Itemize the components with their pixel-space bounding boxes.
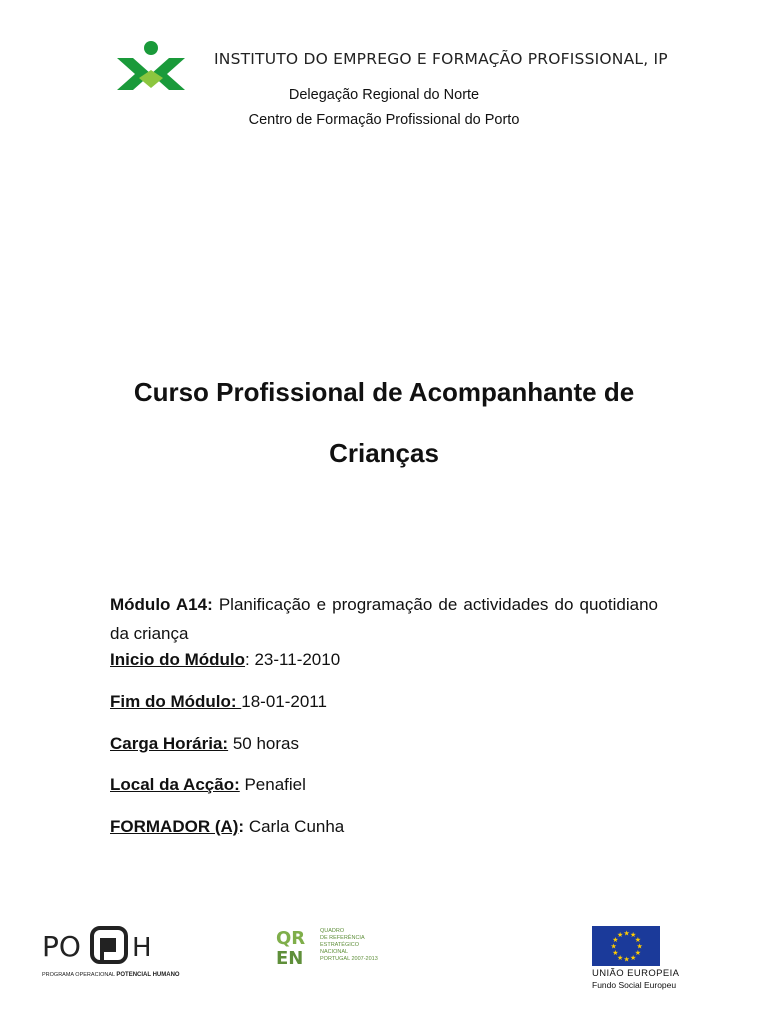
module-text: Planificação e programação de actividades do quotidiano da criança [110,595,658,643]
eu-star-icon: ★ [634,950,642,957]
delegation-line: Delegação Regional do Norte [288,87,480,103]
workload-label: Carga Horária: [110,734,229,753]
location-label: Local da Acção: [110,775,240,794]
module-end-value: 18-01-2011 [241,692,327,711]
workload-value: 50 horas [228,734,299,753]
eu-star-icon: ★ [623,956,630,964]
module-start-label: Inicio do Módulo [110,650,246,669]
eu-star-icon: ★ [612,937,619,944]
module-start-value: : 23-11-2010 [245,650,341,669]
workload-row [110,734,299,754]
eu-logo [590,926,690,992]
trainer-colon: : [238,817,245,836]
eu-flag-icon [592,926,660,966]
poph-sub-bold: POTENCIAL HUMANO [116,972,180,978]
module-label: Módulo A14: [110,595,213,614]
eu-star-icon: ★ [636,943,643,951]
qren-logo [276,926,376,970]
location-row [110,775,306,795]
svg-text:EN: EN [276,948,304,968]
document-header [0,0,768,140]
module-start-row [110,650,340,670]
poph-po-text: PO [42,930,81,963]
trainer-label: FORMADOR (A) [110,817,239,836]
poph-subtitle [42,972,180,978]
eu-stars [592,926,660,966]
qren-line4: NACIONAL [320,949,349,955]
eu-star-icon: ★ [617,954,624,962]
svg-text:H: H [132,933,152,963]
qren-text [320,928,378,963]
course-title [60,362,708,484]
center-line: Centro de Formação Profissional do Porto [248,112,520,128]
qren-line2: DE REFERÊNCIA [320,935,365,941]
eu-fund: Fundo Social Europeu [592,980,677,990]
poph-mark [40,924,168,970]
eu-star-icon: ★ [623,930,630,938]
eu-star-icon: ★ [630,954,637,962]
trainer-row [110,817,344,837]
trainer-value: Carla Cunha [244,817,345,836]
qren-line1: QUADRO [320,928,345,934]
course-title-line1: Curso Profissional de Acompanhante de [133,377,635,407]
module-description [110,590,658,648]
eu-star-icon: ★ [612,950,619,957]
eu-star-icon: ★ [617,932,624,940]
qren-mark [276,926,318,968]
location-value: Penafiel [239,775,306,794]
qren-line3: ESTRATÉGICO [320,942,360,948]
module-end-row [110,692,327,712]
poph-sub-small: PROGRAMA OPERACIONAL [42,972,115,978]
eu-name: UNIÃO EUROPEIA [592,968,680,979]
poph-logo [40,924,180,984]
svg-text:QR: QR [276,928,306,949]
eu-star-icon: ★ [634,937,642,944]
qren-line5: PORTUGAL 2007-2013 [320,956,378,962]
course-title-line2: Crianças [329,438,439,468]
eu-star-icon: ★ [630,932,637,940]
eu-star-icon: ★ [610,943,617,951]
institute-name: INSTITUTO DO EMPREGO E FORMAÇÃO PROFISSIONAL, IP [214,50,668,68]
module-end-label: Fim do Módulo: [110,692,242,711]
